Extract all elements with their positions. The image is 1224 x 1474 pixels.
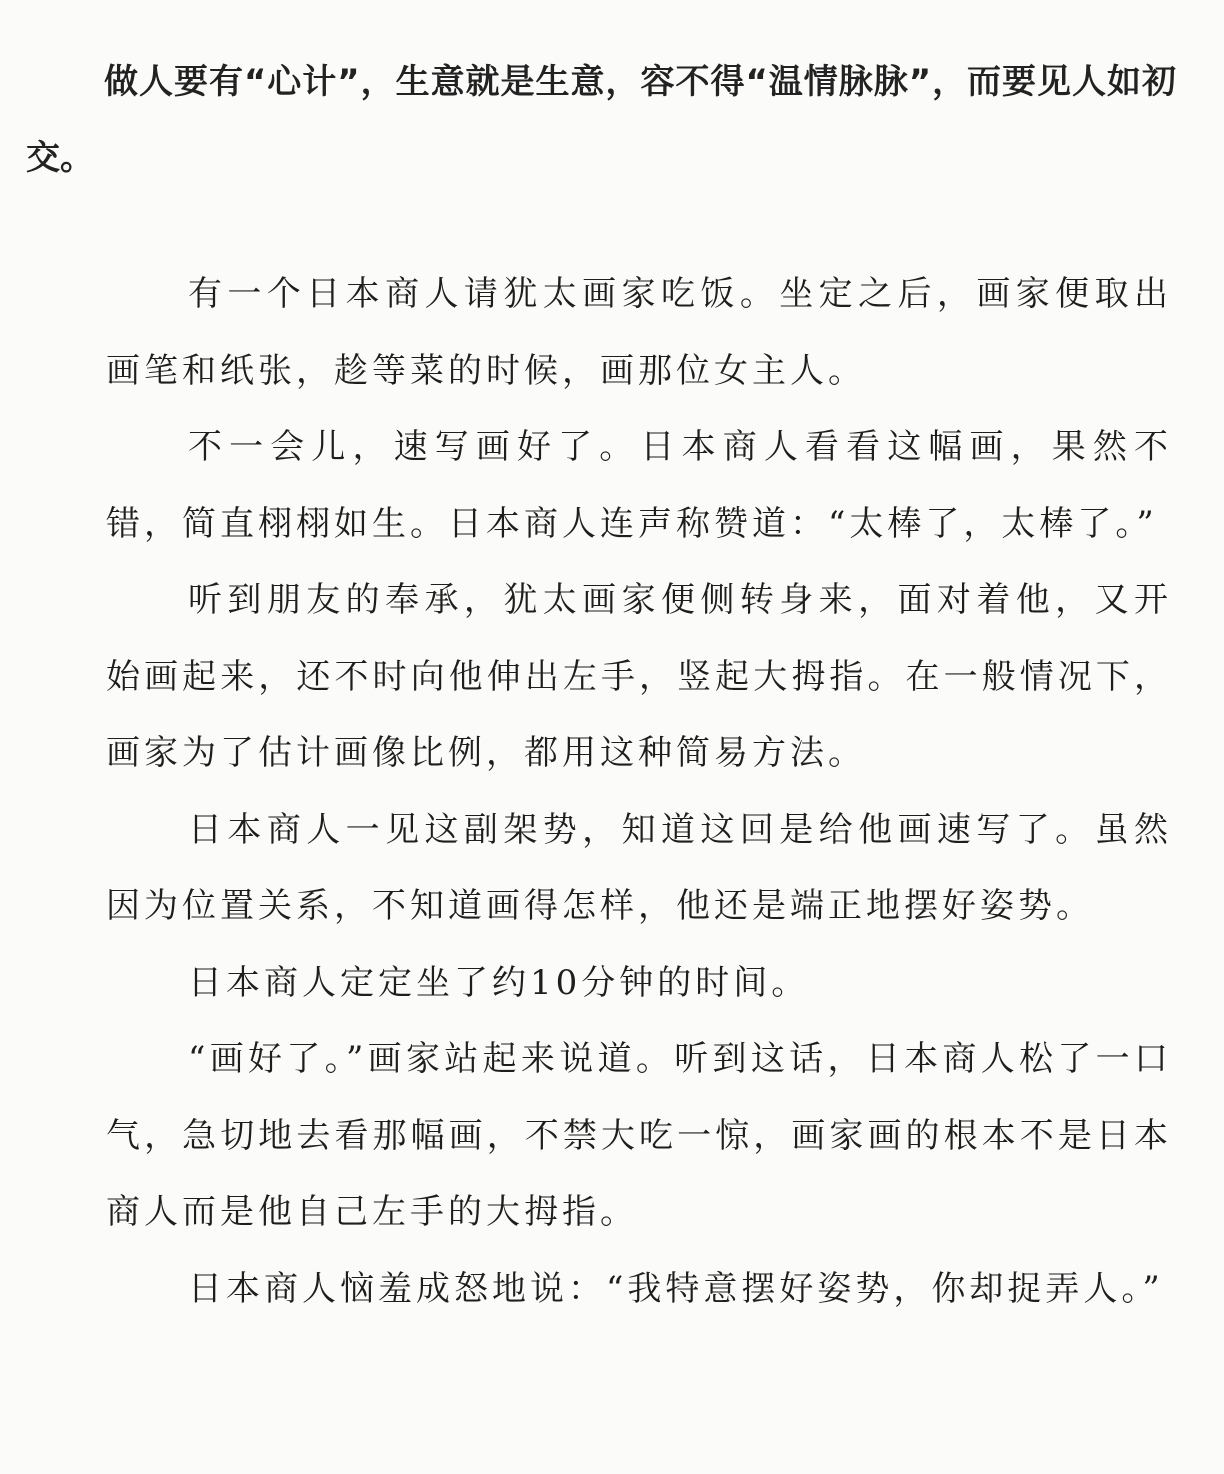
story-paragraph-6: “画好了。”画家站起来说道。听到这话，日本商人松了一口气，急切地去看那幅画，不禁大吃一惊，画家画的根本不是日本商人而是他自己左手的大拇指。 [106,1039,1172,1232]
story-paragraph-7: 日本商人恼羞成怒地说：“我特意摆好姿势，你却捉弄人。” [188,1268,1164,1309]
story-body [106,256,1172,1327]
story-paragraph-1: 有一个日本商人请犹太画家吃饭。坐定之后，画家便取出画笔和纸张，趁等菜的时候，画那位女主人。 [106,274,1172,391]
story-paragraph-4: 日本商人一见这副架势，知道这回是给他画速写了。虽然因为位置关系，不知道画得怎样，他还是端正地摆好姿势。 [106,809,1172,926]
story-paragraph-2: 不一会儿，速写画好了。日本商人看看这幅画，果然不错，简直栩栩如生。日本商人连声称赞道：“太棒了，太棒了。” [106,427,1172,544]
story-paragraph-3: 听到朋友的奉承，犹太画家便侧转身来，面对着他，又开始画起来，还不时向他伸出左手，竖起大拇指。在一般情况下，画家为了估计画像比例，都用这种简易方法。 [106,580,1172,773]
intro-paragraph: 做人要有“心计”，生意就是生意，容不得“温情脉脉”，而要见人如初交。 [26,62,1176,178]
story-paragraph-5: 日本商人定定坐了约10分钟的时间。 [188,962,810,1003]
